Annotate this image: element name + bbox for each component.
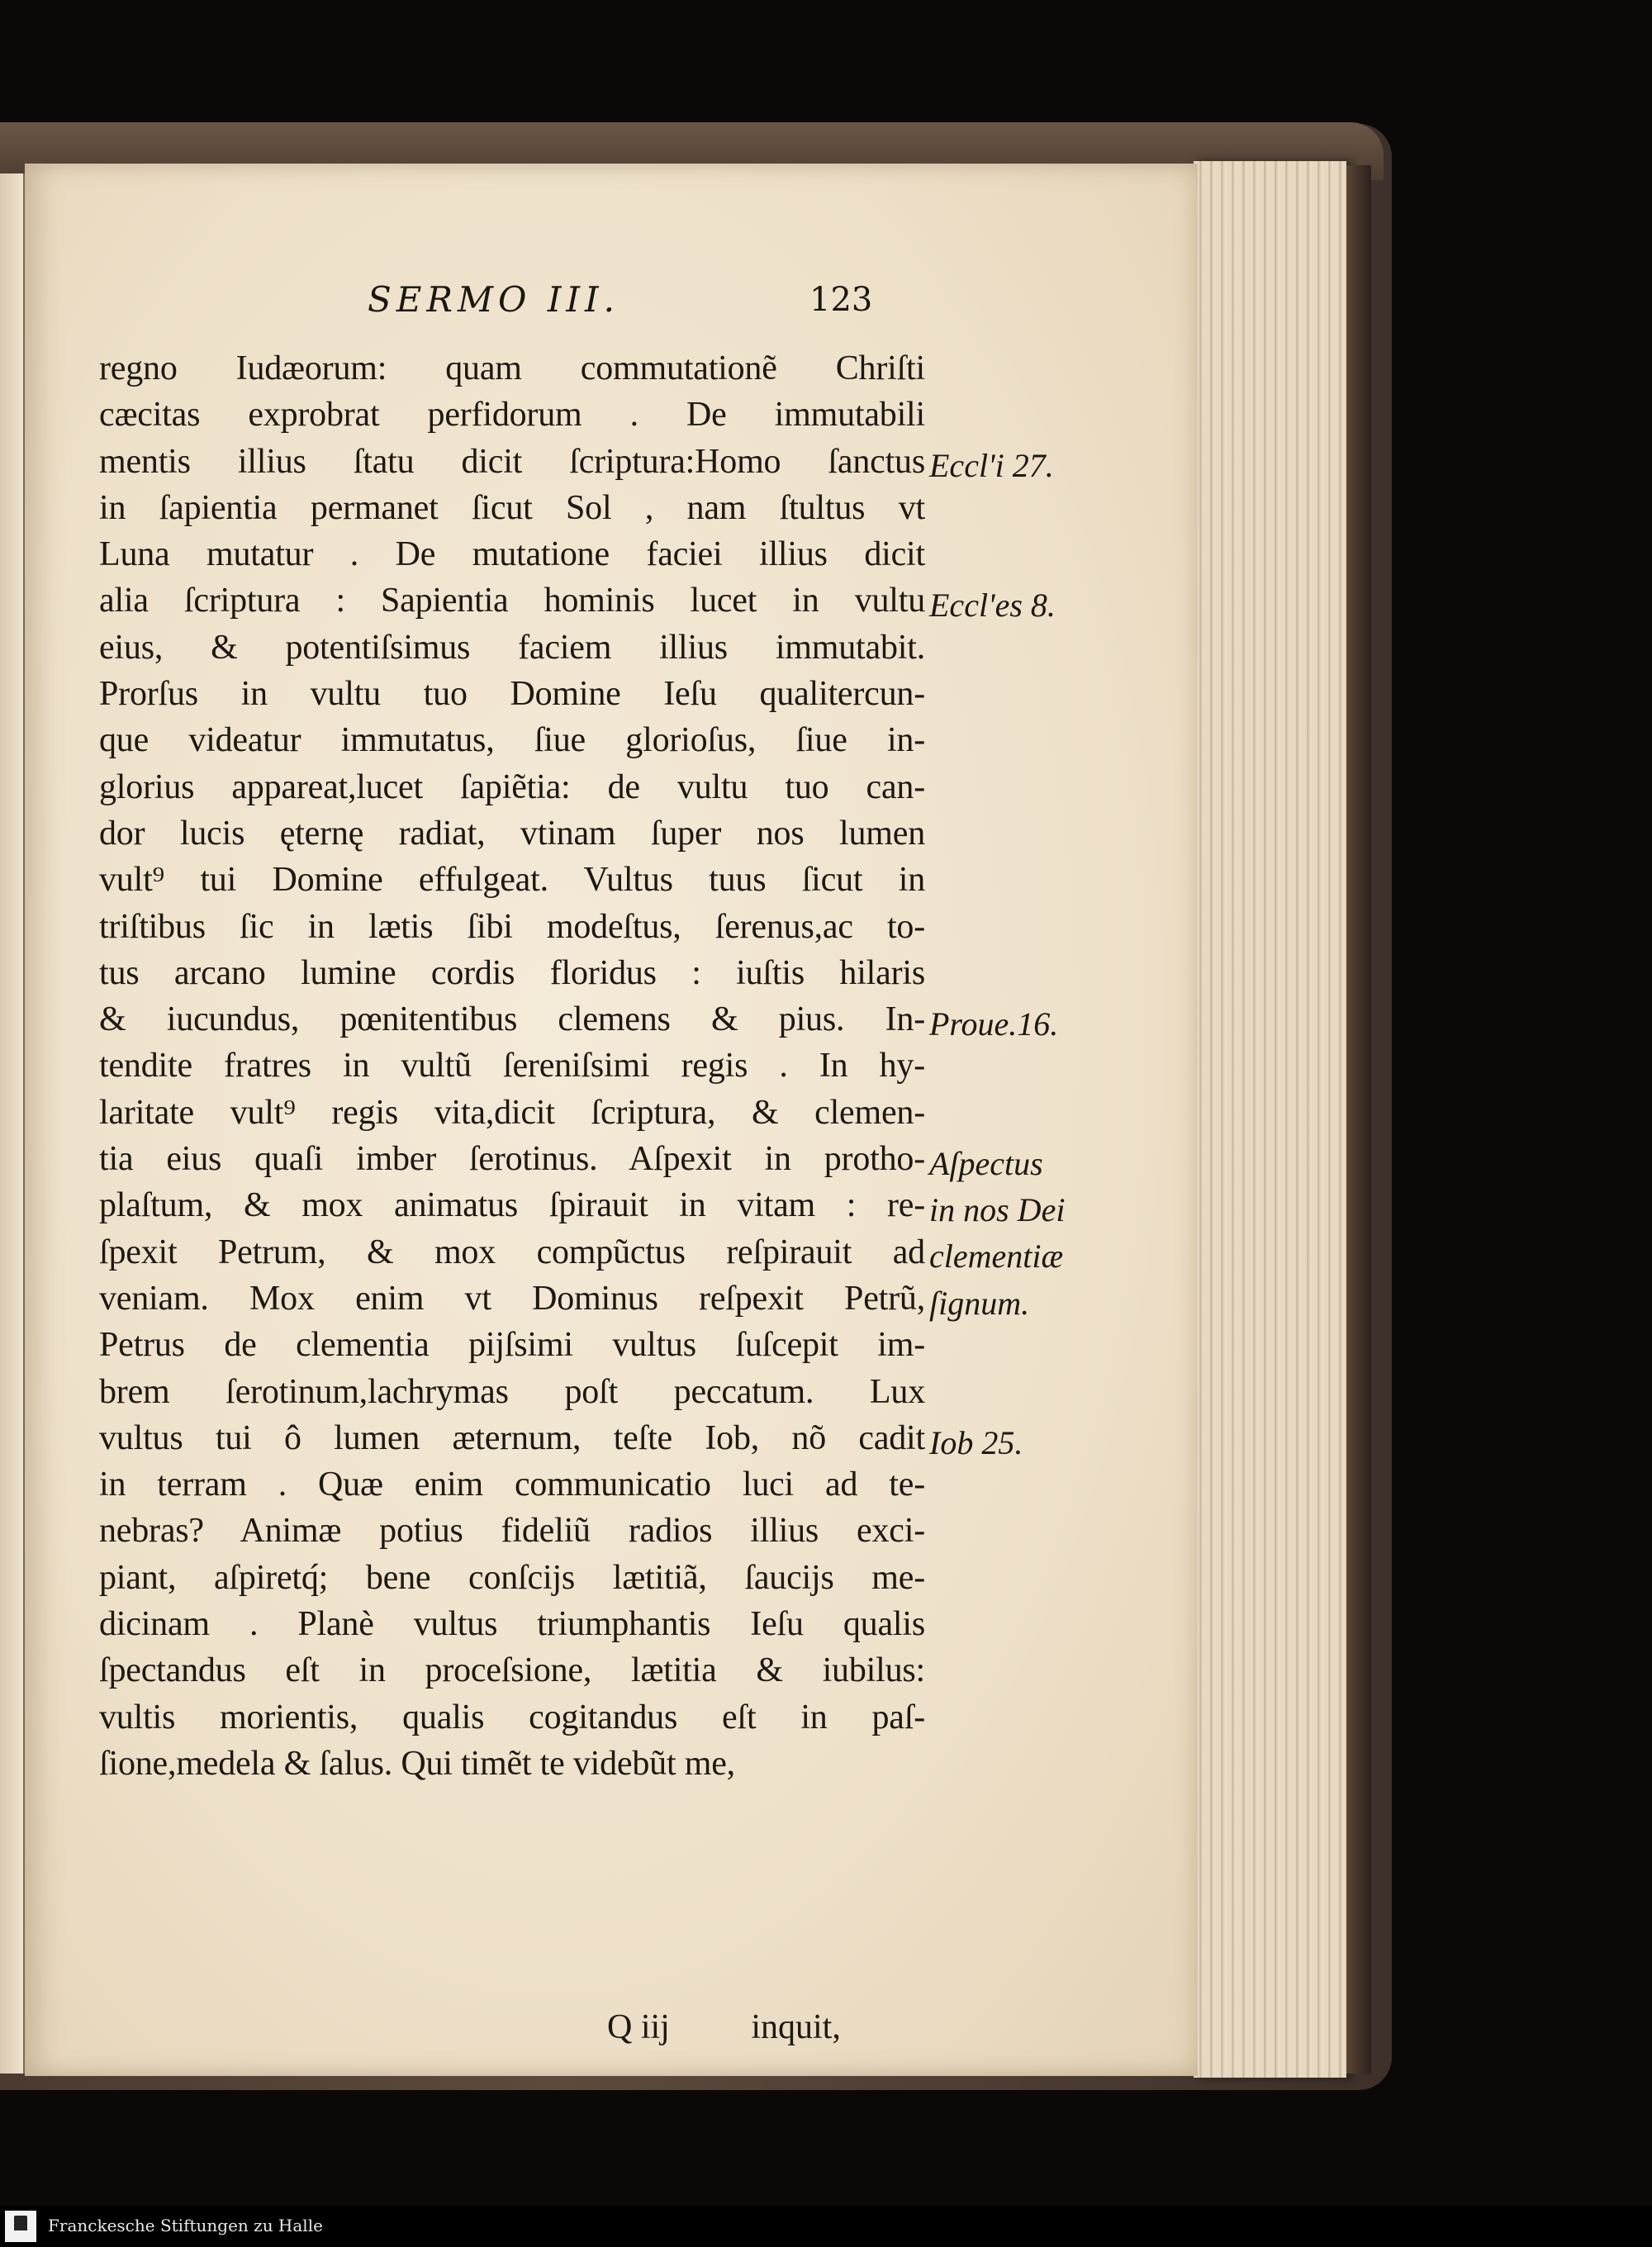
margin-note-eccles-8: Eccl'es 8. <box>929 587 1056 624</box>
margin-note-signum: ſignum. <box>929 1285 1030 1322</box>
text-line: vultus tui ô lumen æternum, teſte Iob, nõ cadit <box>99 1418 925 1457</box>
catchword: inquit, <box>751 2008 841 2046</box>
text-line: vult⁹ tui Domine effulgeat. Vultus tuus ſicut in <box>99 861 925 900</box>
text-line: alia ſcriptura : Sapientia hominis lucet in vultu <box>99 582 925 620</box>
text-line: in ſapientia permanet ſicut Sol , nam ſtultus vt <box>99 488 925 527</box>
signature-mark: Q iij <box>607 2008 670 2046</box>
text-line: eius, & potentiſsimus faciem illius immutabit. <box>99 628 925 667</box>
facing-page-edge <box>0 173 25 2074</box>
text-line: tendite fratres in vultũ ſereniſsimi regis . In hy- <box>99 1047 925 1085</box>
text-line: tia eius quaſi imber ſerotinus. Aſpexit in protho- <box>99 1140 925 1179</box>
text-line: & iucundus, pœnitentibus clemens & pius. In- <box>99 1000 925 1039</box>
margin-note-iob-25: Iob 25. <box>929 1424 1023 1461</box>
text-line: ſpectandus eſt in proceſsione, lætitia & iubilus: <box>99 1651 925 1690</box>
text-line: plaſtum, & mox animatus ſpirauit in vitam : re- <box>99 1186 925 1225</box>
margin-note-clementiae: clementiæ <box>929 1238 1064 1275</box>
footer-institution: Franckesche Stiftungen zu Halle <box>48 2216 323 2235</box>
text-line: vultis morientis, qualis cogitandus eſt in paſ- <box>99 1698 925 1736</box>
text-line: tus arcano lumine cordis floridus : iuſtis hilaris <box>99 953 925 992</box>
text-line: cæcitas exprobrat perfidorum . De immutabili <box>99 396 925 435</box>
text-line: laritate vult⁹ regis vita,dicit ſcriptura, & clemen- <box>99 1093 925 1132</box>
text-line: ſione,medela & ſalus. Qui timẽt te videbũt me, <box>99 1744 735 1783</box>
text-line: mentis illius ſtatu dicit ſcriptura:Homo ſanctus <box>99 442 925 481</box>
text-line: Luna mutatur . De mutatione faciei illius dicit <box>99 535 925 574</box>
text-line: in terram . Quæ enim communicatio luci ad te- <box>99 1466 925 1504</box>
text-line: triſtibus ſic in lætis ſibi modeſtus, ſerenus,ac to- <box>99 907 925 946</box>
page-block-fore-edge <box>1194 161 1346 2078</box>
page-number: 123 <box>809 281 873 319</box>
text-line: nebras? Animæ potius fideliũ radios illius exci- <box>99 1512 925 1551</box>
running-head: SERMO III. <box>368 279 620 320</box>
text-line: veniam. Mox enim vt Dominus reſpexit Petrũ, <box>99 1279 925 1318</box>
margin-note-proue-16: Proue.16. <box>929 1005 1059 1043</box>
text-line: ſpexit Petrum, & mox compũctus reſpirauit ad <box>99 1233 925 1271</box>
signature-catchword-line <box>607 2007 841 2047</box>
footer-bar <box>0 2206 1652 2247</box>
text-line: piant, aſpiretq́; bene conſcijs lætitiã, ſaucijs me- <box>99 1558 925 1597</box>
margin-note-in-nos-dei: in nos Dei <box>929 1191 1066 1228</box>
text-line: Petrus de clementia pijſsimi vultus ſuſcepit im- <box>99 1326 925 1365</box>
text-line: brem ſerotinum,lachrymas poſt peccatum. Lux <box>99 1372 925 1411</box>
text-line: dor lucis ęternę radiat, vtinam ſuper nos lumen <box>99 814 925 853</box>
margin-note-aspectus: Aſpectus <box>929 1145 1043 1182</box>
text-line: regno Iudæorum: quam commutationẽ Chriſti <box>99 349 925 387</box>
institution-logo-icon <box>5 2211 36 2242</box>
text-line: dicinam . Planè vultus triumphantis Ieſu qualis <box>99 1605 925 1644</box>
text-line: que videatur immutatus, ſiue glorioſus, ſiue in- <box>99 721 925 760</box>
text-line: glorius appareat,lucet ſapiẽtia: de vultu tuo can- <box>99 767 925 806</box>
margin-note-eccli-27: Eccl'i 27. <box>929 447 1054 484</box>
body-text <box>99 345 925 1787</box>
text-line: Prorſus in vultu tuo Domine Ieſu qualitercun- <box>99 675 925 714</box>
fore-edge-shadow <box>1346 165 1371 2074</box>
